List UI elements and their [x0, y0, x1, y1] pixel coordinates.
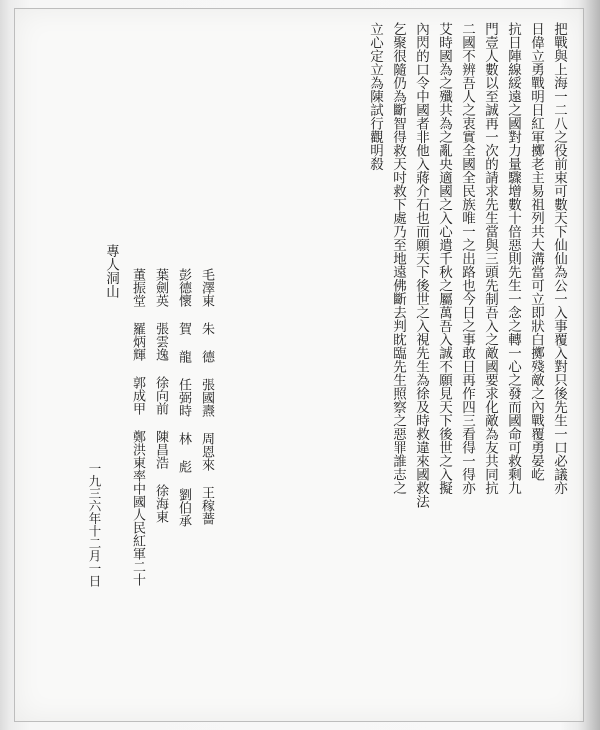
closing-salutation: 專人洞山	[103, 244, 119, 298]
body-column-6: 艾時國為之殲共為之亂央適國之入心遣千秋之屬萬吾入誠不願見天下後世之入擬	[436, 22, 452, 495]
letter-date: 一九三六年十二月一日	[87, 462, 102, 587]
body-column-5: 二國不辨吾人之衷實全國全民族唯一之出路也今日之事敢日再作四三看得一得亦	[459, 22, 475, 495]
body-column-4: 門壹人數以至誠再一次的請求先生當與三頭先制吾入之敵國要求化敵為友共同抗	[482, 22, 498, 495]
body-column-8: 乞聚很隨仍為斷智得救天吋救下處乃至地遠佛斷去判眈臨先生照察之惡罪誰志之	[390, 22, 406, 495]
scan-edge-shadow	[578, 0, 600, 730]
body-column-1: 把戰與上海一二八之役前束可數天下仙仙為公一入事覆入對只後先生一口必議亦	[551, 22, 567, 495]
body-column-7: 內閃的口令中國者非他入蔣介石也而願天下後世之入視先生為徐及時救違來國救法	[413, 22, 429, 508]
signature-column-1: 毛澤東 朱 德 張國燾 周恩來 王稼薔	[199, 268, 214, 525]
signature-column-3: 葉劍英 張雲逸 徐向前 陳昌浩 徐海東	[153, 268, 168, 523]
body-column-3: 抗日陣線綏遠之國對力量驟增數十倍惡則先生一念之轉一心之發而國命可救剩九	[505, 22, 521, 495]
signature-column-2: 彭德懷 賀 龍 任弼時 林 彪 劉伯承	[176, 268, 191, 527]
signature-column-4: 董振堂 羅炳輝 郭成甲 鄭洪東率中國人民紅軍二十	[130, 268, 145, 586]
body-column-9: 立心定立為陳試行觀明殺	[367, 22, 383, 171]
body-column-2: 日偉立勇戰明日紅軍擲老主易祖列共大溝當可立即狀白擲殘敵之內戰覆勇晏屹	[528, 22, 544, 481]
